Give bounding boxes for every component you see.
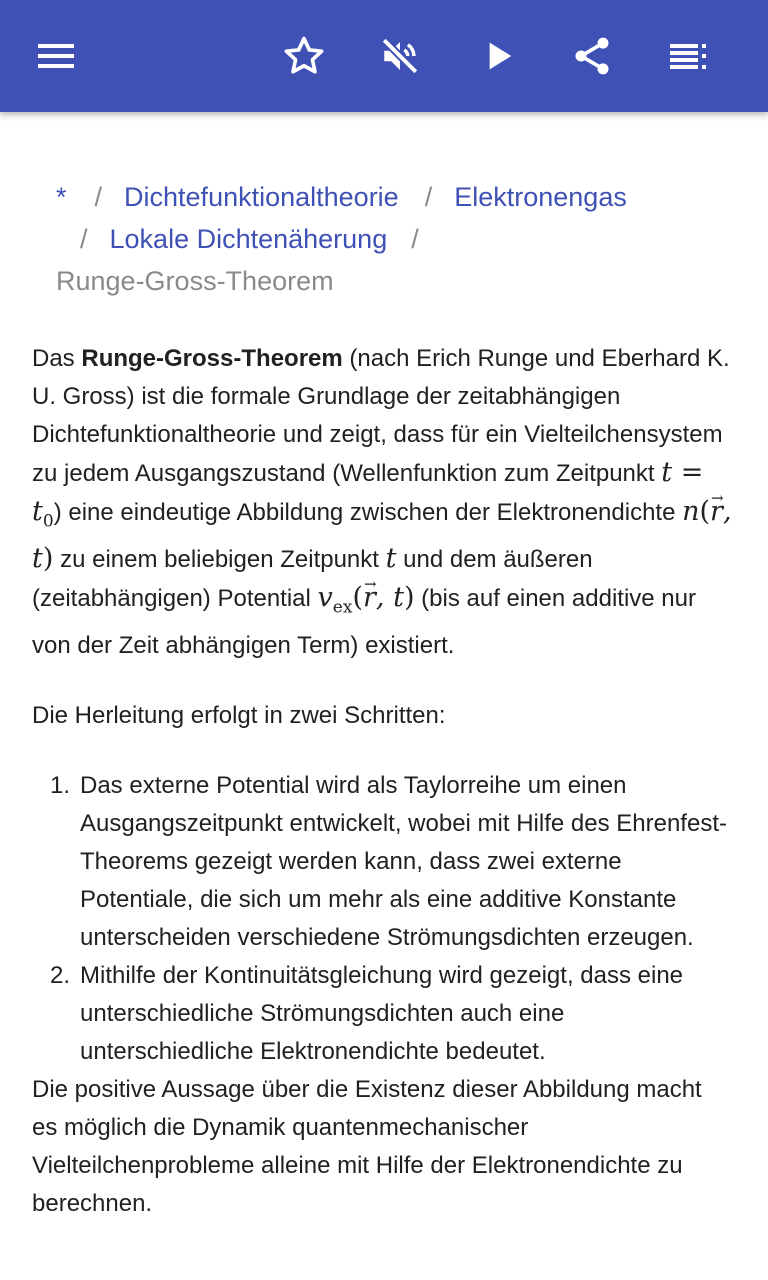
breadcrumb-home-link[interactable]: * [56,182,67,212]
breadcrumb-separator: / [411,224,419,254]
intro-text: (nach Erich Runge und Eberhard K. U. Gross) ist die formale Grundlage der zeitabhängigen Dichtefunktionaltheorie und zeigt, dass für ein Vielteilchensystem zu jedem Ausgangszustand (Wellenfunktion zum Zeitpunkt [32,345,730,487]
article-body [32,340,732,1223]
share-button[interactable] [556,20,628,92]
list-item [32,767,732,957]
article-subject: Runge-Gross-Theorem [81,345,343,372]
play-button[interactable] [462,20,534,92]
contents-button[interactable] [652,20,724,92]
breadcrumb-link-lokale-dichtenaeherung[interactable]: Lokale Dichtenäherung [109,224,388,254]
derivation-intro: Die Herleitung erfolgt in zwei Schritten: [32,701,446,729]
breadcrumb [56,176,736,302]
bookmark-button[interactable] [268,20,340,92]
intro-text: (bis auf einen additive nur von der Zeit abhängigen Term) existiert. [32,585,696,659]
formula-time: t [385,543,397,575]
list-item [32,957,732,1071]
steps-list [32,767,732,1071]
mute-button[interactable] [364,20,436,92]
intro-text: und dem äußeren (zeitabhängigen) Potential [32,546,593,613]
intro-paragraph [32,340,732,665]
breadcrumb-separator: / [424,182,433,212]
breadcrumb-current: Runge-Gross-Theorem [56,266,334,296]
volume-off-icon [379,35,421,77]
formula-density: n(→ r, t) [32,496,732,574]
star-outline-icon [282,34,326,78]
breadcrumb-link-dichtefunktionaltheorie[interactable]: Dichtefunktionaltheorie [124,182,399,212]
list-number: 1. [50,771,71,799]
list-number: 2. [50,961,71,989]
conclusion-paragraph: Die positive Aussage über die Existenz dieser Abbildung macht es möglich die Dynamik quantenmechanischer Vielteilchenprobleme alleine mit Hilfe der Elektronendichte zu berechnen. [32,1075,702,1217]
menu-icon [36,36,76,76]
intro-text: Das [32,345,82,372]
share-icon [570,34,614,78]
formula-t-equals-t0: $t = t_0$ [32,457,704,532]
intro-text: ) eine eindeutige Abbildung zwischen der Elektronendichte [53,499,683,526]
playlist-icon [668,36,708,76]
list-text: Das externe Potential wird als Taylorreihe um einen Ausgangszeitpunkt entwickelt, wobei mit Hilfe des Ehrenfest-Theorems gezeigt werden kann, dass zwei externe Potentiale, die sich um mehr als eine additive Konstante unterscheiden verschiedene Strömungsdichten erzeugen. [80,771,727,951]
breadcrumb-link-elektronengas[interactable]: Elektronengas [454,182,627,212]
intro-text: zu einem beliebigen Zeitpunkt [53,546,386,574]
formula-potential: $v_{ex}(\to r$, t) [318,582,415,613]
article-content [0,112,768,1280]
list-text: Mithilfe der Kontinuitätsgleichung wird gezeigt, dass eine unterschiedliche Strömungsdichten auch eine unterschiedliche Elektronendichte bedeutet. [80,961,684,1065]
breadcrumb-separator: / [94,182,103,212]
breadcrumb-separator: / [80,224,88,254]
menu-button[interactable] [20,20,92,92]
app-bar [0,0,768,112]
play-icon [478,36,518,76]
